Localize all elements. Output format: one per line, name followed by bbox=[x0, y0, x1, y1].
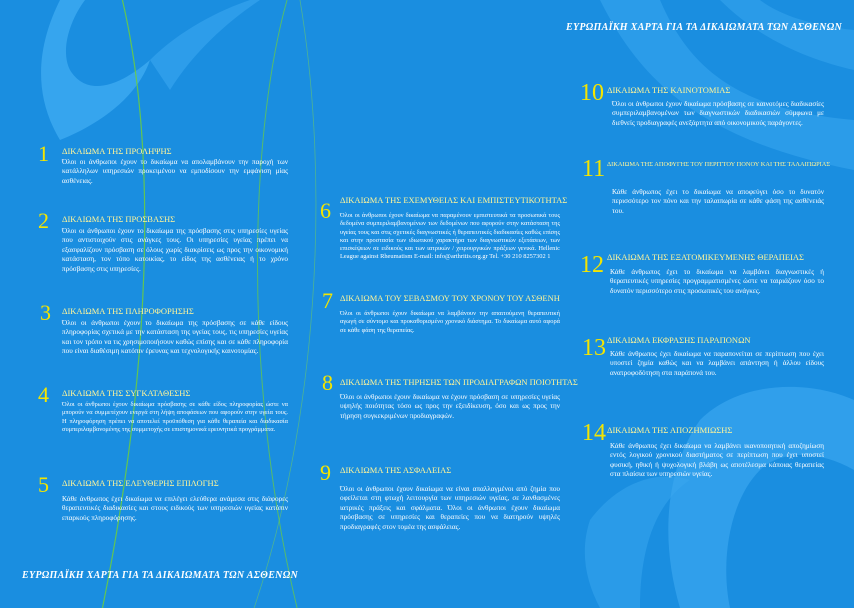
right-title: ΔΙΚΑΙΩΜΑ ΤΗΣ ΑΣΦΑΛΕΙΑΣ bbox=[340, 465, 452, 475]
right-body: Όλοι οι άνθρωποι έχουν δικαίωμα να έχουν πρόσβαση σε υπηρεσίες υγείας υψηλής ποιότητας τόσο ως προς την εξειδίκευση, όσο και ως προς την τήρηση συγκεκριμένων προδιαγραφών. bbox=[340, 393, 560, 420]
right-body: Κάθε άνθρωπος έχει το δικαίωμα να λαμβάνει διαγνωστικές ή θεραπευτικές υπηρεσίες προγραμματισμένες ώστε να ταιριάζουν όσο το δυνατόν περισσότερο στις προσωπικές του ανάγκες. bbox=[610, 268, 824, 295]
right-title: ΔΙΚΑΙΩΜΑ ΕΚΦΡΑΣΗΣ ΠΑΡΑΠΟΝΩΝ bbox=[607, 335, 751, 345]
right-body: Όλοι οι άνθρωποι έχουν δικαίωμα πρόσβασης σε καινοτόμες διαδικασίες συμπεριλαμβανομένων των διαγνωστικών διαδικασιών σύμφωνα με διεθνείς προδιαγραφές ανεξάρτητα από οικονομικούς παράγοντες. bbox=[612, 100, 824, 127]
right-body: Κάθε άνθρωπος έχει δικαίωμα να επιλέγει ελεύθερα ανάμεσα στις διάφορες θεραπευτικές διαδικασίες και στους ειδικούς των υπηρεσιών υγείας κατόπιν επαρκούς πληροφόρησης. bbox=[62, 495, 288, 522]
right-number: 11 bbox=[582, 156, 606, 182]
right-title: ΔΙΚΑΙΩΜΑ ΤΗΣ ΠΛΗΡΟΦΟΡΗΣΗΣ bbox=[62, 306, 194, 316]
right-number: 8 bbox=[322, 370, 333, 395]
right-title: ΔΙΚΑΙΩΜΑ ΤΗΣ ΑΠΟΖΗΜΙΩΣΗΣ bbox=[607, 425, 733, 435]
right-number: 13 bbox=[582, 335, 606, 361]
right-body: Κάθε άνθρωπος έχει δικαίωμα να λαμβάνει ικανοποιητική αποζημίωση εντός λογικού χρονικού διαστήματος σε περίπτωση που έχει υποστεί φυσική, ηθική ή ψυχολογική βλάβη ως αποτέλεσμα κάποιας θεραπείας στα πλαίσια των υπηρεσιών υγείας. bbox=[610, 442, 824, 479]
right-number: 6 bbox=[320, 198, 331, 223]
right-number: 2 bbox=[38, 208, 49, 233]
right-body: Όλοι οι άνθρωποι έχουν το δικαίωμα της πρόσβασης σε κάθε είδους πληροφορίας σχετικά με την κατάσταση της υγείας τους, τις υπηρεσίες υγείας και τον τρόπο να τις χρησιμοποιήσουν καθώς επίσης και σε κάθε πληροφορία που είναι διαθέσιμη κατόπιν έρευνας και τεχνολογικής καινοτομίας. bbox=[62, 319, 288, 356]
right-number: 3 bbox=[40, 300, 51, 325]
right-number: 5 bbox=[38, 472, 49, 497]
right-number: 14 bbox=[582, 420, 606, 446]
right-body: Κάθε άνθρωπος έχει το δικαίωμα να αποφεύγει όσο το δυνατόν περισσότερο τον πόνο και την ταλαιπωρία σε κάθε φάση της ασθένειάς του. bbox=[612, 188, 824, 215]
right-body: Όλοι οι άνθρωποι έχουν δικαίωμα πρόσβασης σε κάθε είδος πληροφορίας ώστε να μπορούν να συμμετέχουν ενεργά στη λήψη αποφάσεων που αφορούν στην υγεία τους. Η πληροφόρηση πρέπει να αποτελεί προϋπόθεση για κάθε θεραπεία και διαδικασία συμπεριλαμβανομένης της συμμετοχής σε επιστημονικά ερευνητικά προγράμματα. bbox=[62, 401, 288, 433]
right-body: Όλοι οι άνθρωποι έχουν δικαίωμα να λαμβάνουν την απαιτούμενη θεραπευτική αγωγή σε σύντομο και προκαθορισμένο χρονικό διάστημα. Το δικαίωμα αυτό αφορά σε κάθε φάση της θεραπείας. bbox=[340, 310, 560, 334]
right-number: 12 bbox=[580, 252, 604, 278]
right-title: ΔΙΚΑΙΩΜΑ ΤΗΣ ΤΗΡΗΣΗΣ ΤΩΝ ΠΡΟΔΙΑΓΡΑΦΩΝ ΠΟΙΟΤΗΤΑΣ bbox=[340, 377, 578, 387]
right-body: Όλοι οι άνθρωποι έχουν δικαίωμα να παραμένουν εμπιστευτικά τα προσωπικά τους δεδομένα συμπεριλαμβανομένων των δεδομένων που αφορούν στην κατάσταση της υγείας τους και στις σχετικές διαγνωστικές ή θεραπευτικές διαδικασίες καθώς επίσης και στην προστασία των ιδιωτικού χαρακτήρα των διαγνωστικών εξετάσεων, των επισκέψεων σε ειδικούς και των ιατρικών / χειρουργικών πράξεων γενικά. Hellenic League against Rheumatism E-mail: info@arthritis.org.gr Tel. +30 210 8257302 1 bbox=[340, 212, 560, 261]
right-title: ΔΙΚΑΙΩΜΑ ΤΗΣ ΣΥΓΚΑΤΑΘΕΣΗΣ bbox=[62, 388, 191, 398]
right-title: ΔΙΚΑΙΩΜΑ ΤΟΥ ΣΕΒΑΣΜΟΥ ΤΟΥ ΧΡΟΝΟΥ ΤΟΥ ΑΣΘΕΝΗ bbox=[340, 293, 560, 303]
right-body: Όλοι οι άνθρωποι έχουν το δικαίωμα της πρόσβασης στις υπηρεσίες υγείας που αντιστοιχούν στις ανάγκες τους. Οι υπηρεσίες υγείας πρέπει να εξασφαλίζουν πρόσβαση σε όλους χωρίς διακρίσεις ως προς την οικονομική κατάσταση, τον τόπο κατοικίας, το είδος της ασθένειας ή το χρόνο πρόσβασης στις υπηρεσίες. bbox=[62, 227, 288, 273]
right-number: 7 bbox=[322, 288, 333, 313]
right-body: Όλοι οι άνθρωποι έχουν το δικαίωμα να απολαμβάνουν την παροχή των κατάλληλων υπηρεσιών προκειμένου να εμποδίσουν την εμφάνιση μίας ασθένειας. bbox=[62, 158, 288, 185]
right-title: ΔΙΚΑΙΩΜΑ ΤΗΣ ΕΞΑΤΟΜΙΚΕΥΜΕΝΗΣ ΘΕΡΑΠΕΙΑΣ bbox=[607, 252, 804, 262]
right-title: ΔΙΚΑΙΩΜΑ ΤΗΣ ΑΠΟΦΥΓΗΣ ΤΟΥ ΠΕΡΙΤΤΟΥ ΠΟΝΟΥ ΚΑΙ ΤΗΣ ΤΑΛΑΙΠΩΡΙΑΣ bbox=[607, 161, 831, 168]
banner-bottom: ΕΥΡΩΠΑΪΚΗ ΧΑΡΤΑ ΓΙΑ ΤΑ ΔΙΚΑΙΩΜΑΤΑ ΤΩΝ ΑΣΘΕΝΩΝ bbox=[22, 570, 298, 581]
right-title: ΔΙΚΑΙΩΜΑ ΤΗΣ ΠΡΟΛΗΨΗΣ bbox=[62, 146, 172, 156]
right-title: ΔΙΚΑΙΩΜΑ ΤΗΣ ΕΧΕΜΥΘΕΙΑΣ ΚΑΙ ΕΜΠΙΣΤΕΥΤΙΚΟΤΗΤΑΣ bbox=[340, 195, 568, 205]
right-title: ΔΙΚΑΙΩΜΑ ΤΗΣ ΠΡΟΣΒΑΣΗΣ bbox=[62, 214, 176, 224]
right-title: ΔΙΚΑΙΩΜΑ ΤΗΣ ΕΛΕΥΘΕΡΗΣ ΕΠΙΛΟΓΗΣ bbox=[62, 478, 219, 488]
right-number: 1 bbox=[38, 141, 49, 166]
right-number: 10 bbox=[580, 80, 604, 106]
right-body: Κάθε άνθρωπος έχει δικαίωμα να παραπονείται σε περίπτωση που έχει υποστεί ζημία καθώς και να λαμβάνει απάντηση ή άλλου είδους ανατροφοδότηση στα παράπονά του. bbox=[610, 350, 824, 377]
right-body: Όλοι οι άνθρωποι έχουν δικαίωμα να είναι απαλλαγμένοι από ζημία που οφείλεται στη φτωχή λειτουργία των υπηρεσιών υγείας, σε λανθασμένες ιατρικές πράξεις και σφάλματα. Όλοι οι άνθρωποι έχουν δικαίωμα πρόσβασης σε υπηρεσίες και θεραπείες που να διατηρούν υψηλές προδιαγραφές στον τομέα της ασφάλειας. bbox=[340, 485, 560, 531]
right-number: 9 bbox=[320, 460, 331, 485]
right-number: 4 bbox=[38, 382, 49, 407]
right-title: ΔΙΚΑΙΩΜΑ ΤΗΣ ΚΑΙΝΟΤΟΜΙΑΣ bbox=[607, 85, 731, 95]
banner-top: ΕΥΡΩΠΑΪΚΗ ΧΑΡΤΑ ΓΙΑ ΤΑ ΔΙΚΑΙΩΜΑΤΑ ΤΩΝ ΑΣΘΕΝΩΝ bbox=[566, 22, 842, 33]
